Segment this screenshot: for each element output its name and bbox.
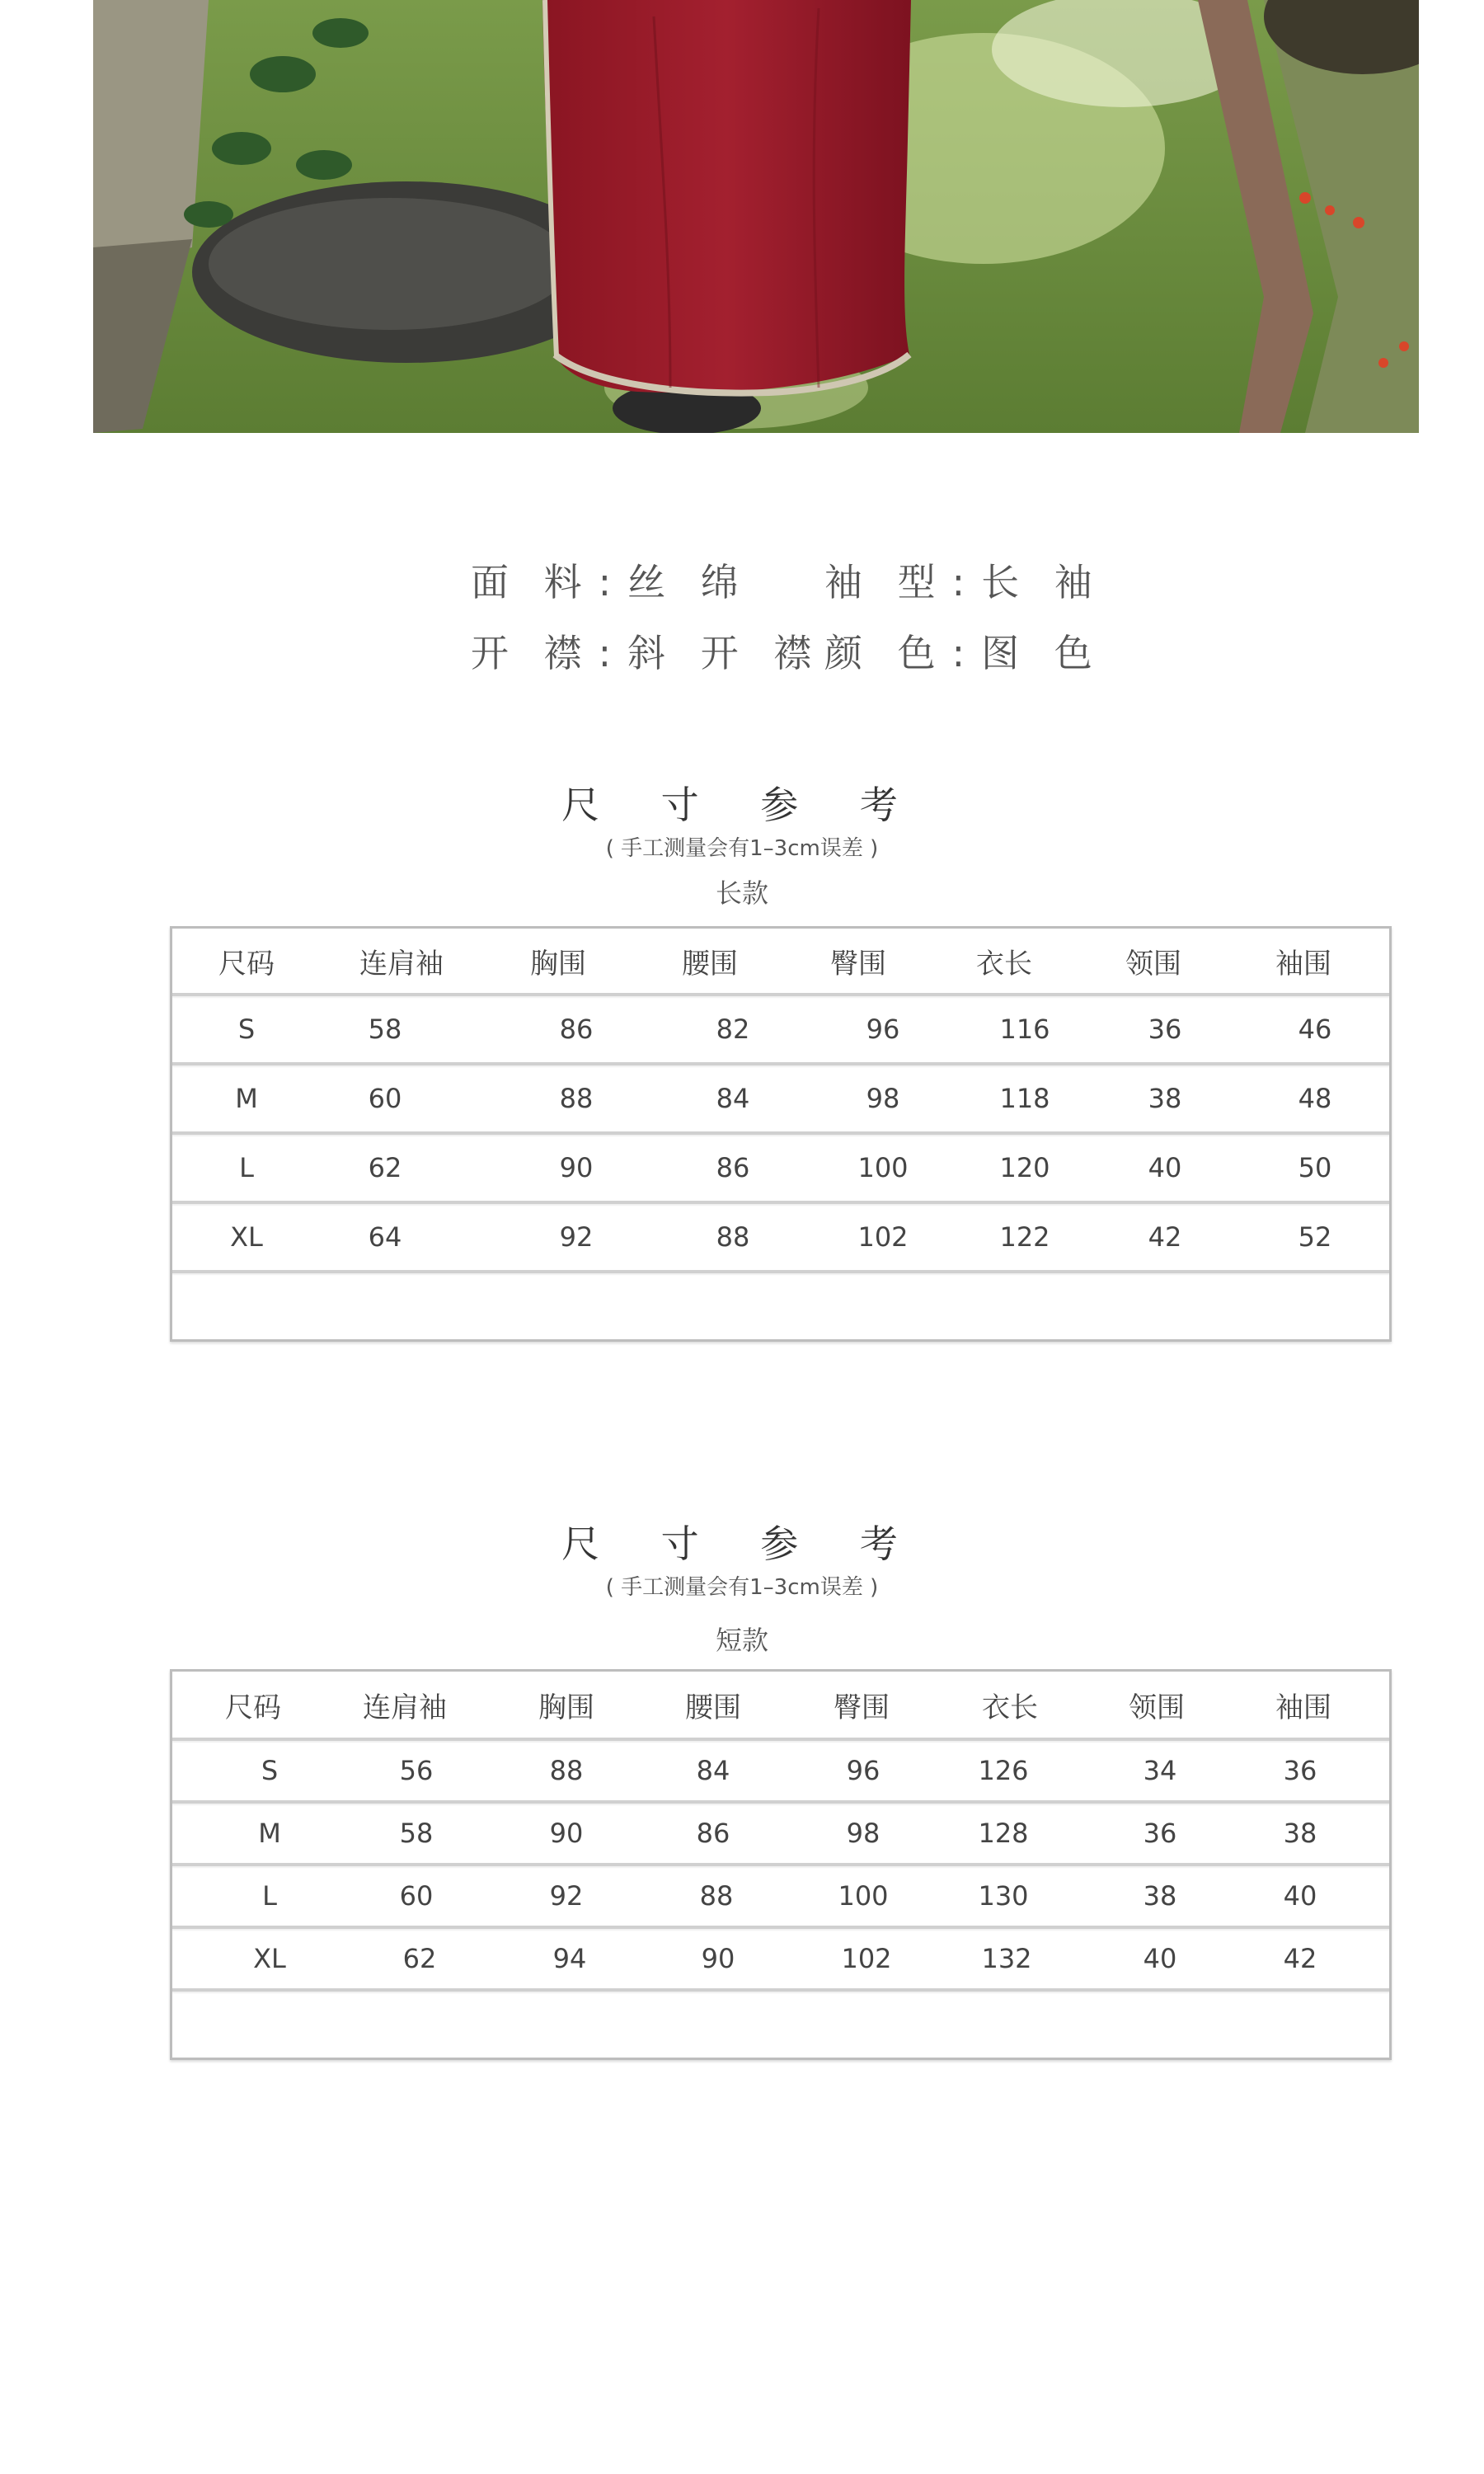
table-cell: 48	[1298, 1083, 1332, 1114]
table-cell: 36	[1283, 1755, 1317, 1786]
header-cell: 袖围	[1275, 947, 1331, 981]
spec-value: 图 色	[981, 631, 1104, 675]
table-cell: 128	[978, 1818, 1029, 1849]
header-cell: 领围	[1125, 947, 1181, 981]
header-cell: 衣长	[976, 947, 1032, 981]
table-empty-row	[172, 1273, 1389, 1339]
spec-separator: :	[598, 560, 623, 604]
header-cell: 尺码	[218, 947, 275, 981]
table-cell: 56	[399, 1755, 434, 1786]
table-cell: 38	[1148, 1083, 1182, 1114]
spec-placket	[471, 623, 823, 678]
table-cell: 50	[1298, 1152, 1332, 1183]
spec-separator: :	[951, 631, 977, 675]
table-cell: 88	[559, 1083, 594, 1114]
size-table	[170, 926, 1392, 1342]
table-cell: XL	[253, 1943, 286, 1974]
table-cell: 86	[716, 1152, 750, 1183]
table-cell: 40	[1283, 1880, 1317, 1912]
product-specs	[0, 553, 1484, 694]
table-row	[172, 1929, 1389, 1992]
table-cell: 116	[999, 1014, 1050, 1045]
size-table	[170, 1669, 1392, 2060]
table-cell: 96	[846, 1755, 881, 1786]
table-cell: 88	[716, 1221, 750, 1253]
table-cell: 42	[1148, 1221, 1182, 1253]
table-cell: 86	[696, 1818, 730, 1849]
table-cell: 122	[999, 1221, 1050, 1253]
header-cell: 臀围	[834, 1691, 890, 1724]
table-cell: S	[237, 1014, 256, 1045]
table-cell: 96	[866, 1014, 900, 1045]
table-row	[172, 1135, 1389, 1204]
table-cell: 58	[399, 1818, 434, 1849]
header-cell: 胸围	[530, 947, 586, 981]
header-cell: 衣长	[982, 1691, 1038, 1724]
header-cell: 腰围	[682, 947, 738, 981]
header-cell: 臀围	[830, 947, 886, 981]
table-cell: 62	[402, 1943, 437, 1974]
spec-color	[824, 623, 1104, 678]
header-cell: 袖围	[1275, 1691, 1331, 1724]
header-cell: 连肩袖	[363, 1691, 447, 1724]
section-note: ( 手工测量会有1–3cm误差 )	[605, 836, 879, 861]
table-cell: 62	[368, 1152, 402, 1183]
header-cell: 腰围	[685, 1691, 741, 1724]
table-cell: 38	[1283, 1818, 1317, 1849]
spec-label: 袖 型	[824, 560, 947, 604]
table-header-row	[172, 929, 1389, 996]
table-cell: 98	[866, 1083, 900, 1114]
spec-sleeve	[824, 553, 1104, 607]
table-cell: 102	[857, 1221, 909, 1253]
table-row	[172, 996, 1389, 1065]
section-title: 尺 寸 参 考	[561, 1522, 923, 1566]
table-cell: 120	[999, 1152, 1050, 1183]
table-cell: 90	[549, 1818, 584, 1849]
table-cell: M	[235, 1083, 258, 1114]
table-cell: 86	[559, 1014, 594, 1045]
table-cell: 36	[1148, 1014, 1182, 1045]
table-row	[172, 1065, 1389, 1135]
table-header-row	[172, 1672, 1389, 1741]
table-cell: 40	[1143, 1943, 1177, 1974]
spec-row-1	[0, 553, 1484, 623]
spec-value: 斜 开 襟	[627, 631, 824, 675]
section-title: 尺 寸 参 考	[561, 783, 923, 827]
table-cell: 102	[841, 1943, 892, 1974]
table-cell: 100	[857, 1152, 909, 1183]
table-row	[172, 1741, 1389, 1804]
table-cell: 52	[1298, 1221, 1332, 1253]
table-cell: 118	[999, 1083, 1050, 1114]
table-cell: 40	[1148, 1152, 1182, 1183]
table-cell: 38	[1143, 1880, 1177, 1912]
table-row	[172, 1204, 1389, 1273]
spec-label: 面 料	[471, 560, 594, 604]
table-cell: 88	[699, 1880, 734, 1912]
table-cell: 90	[559, 1152, 594, 1183]
table-cell: 100	[838, 1880, 889, 1912]
header-cell: 胸围	[538, 1691, 594, 1724]
table-cell: S	[261, 1755, 279, 1786]
table-cell: 92	[549, 1880, 584, 1912]
table-cell: 88	[549, 1755, 584, 1786]
section-note: ( 手工测量会有1–3cm误差 )	[605, 1575, 879, 1600]
header-cell: 连肩袖	[359, 947, 444, 981]
table-cell: 84	[716, 1083, 750, 1114]
spec-fabric	[471, 553, 750, 607]
table-row	[172, 1804, 1389, 1866]
table-cell: 126	[978, 1755, 1029, 1786]
table-cell: 34	[1143, 1755, 1177, 1786]
spec-value: 长 袖	[981, 560, 1104, 604]
table-cell: 58	[368, 1014, 402, 1045]
table-cell: 130	[978, 1880, 1029, 1912]
table-cell: XL	[230, 1221, 263, 1253]
section-variant: 短款	[715, 1625, 768, 1656]
table-cell: 60	[399, 1880, 434, 1912]
table-cell: 90	[701, 1943, 735, 1974]
spec-label: 开 襟	[471, 631, 594, 675]
table-cell: 98	[846, 1818, 881, 1849]
spec-label: 颜 色	[824, 631, 947, 675]
table-cell: L	[262, 1880, 277, 1912]
table-cell: 92	[559, 1221, 594, 1253]
table-empty-row	[172, 1992, 1389, 2058]
section-variant: 长款	[715, 877, 768, 909]
table-cell: 84	[696, 1755, 730, 1786]
table-row	[172, 1866, 1389, 1929]
table-cell: 82	[716, 1014, 750, 1045]
table-cell: M	[258, 1818, 281, 1849]
table-cell: 132	[981, 1943, 1032, 1974]
garden-scene-image	[93, 0, 1419, 433]
spec-separator: :	[951, 560, 977, 604]
table-cell: 42	[1283, 1943, 1317, 1974]
table-cell: L	[239, 1152, 254, 1183]
spec-separator: :	[598, 631, 623, 675]
product-photo	[93, 0, 1419, 433]
table-cell: 94	[552, 1943, 587, 1974]
header-cell: 领围	[1129, 1691, 1185, 1724]
spec-value: 丝 绵	[627, 560, 750, 604]
spec-row-2	[0, 623, 1484, 694]
table-cell: 36	[1143, 1818, 1177, 1849]
header-cell: 尺码	[225, 1691, 281, 1724]
table-cell: 46	[1298, 1014, 1332, 1045]
table-cell: 64	[368, 1221, 402, 1253]
table-cell: 60	[368, 1083, 402, 1114]
